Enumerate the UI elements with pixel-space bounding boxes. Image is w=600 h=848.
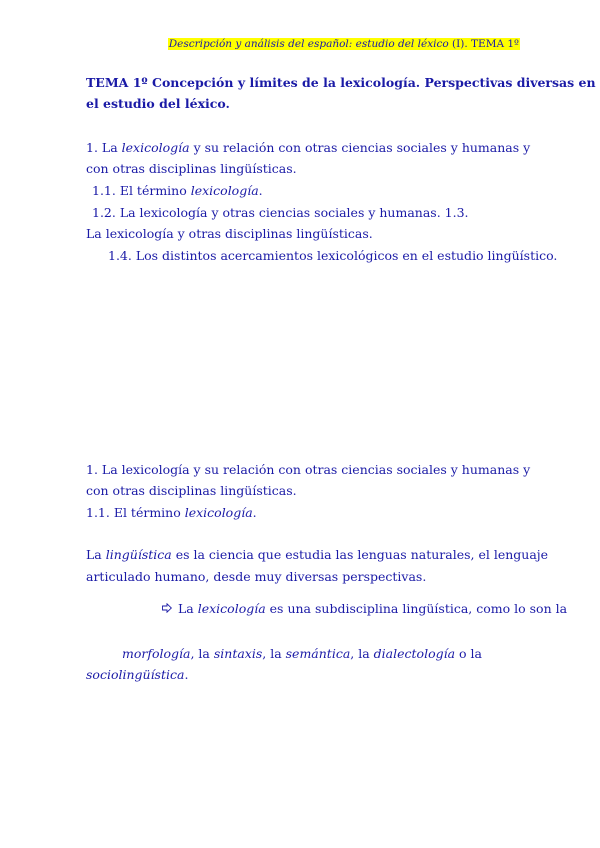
body-p1-term: lingüística (105, 547, 172, 562)
tema-title-line1: TEMA 1º Concepción y límites de la lexicología. Perspectivas diversas en (86, 75, 596, 90)
toc-section-1-2: 1.2. La lexicología y otras ciencias sociales y humanas. 1.3. (92, 205, 469, 220)
tema-title-line2: el estudio del léxico. (86, 96, 230, 111)
body-p1-rest: es la ciencia que estudia las lenguas naturales, el lenguaje (171, 547, 549, 562)
toc-s1-rest: y su relación con otras ciencias sociales y humanas y (189, 140, 531, 155)
body-p1-prefix: La (86, 547, 106, 562)
section-1-1-term: lexicología (184, 505, 253, 520)
toc-section-1-1 (92, 180, 263, 201)
sep-3: , la (350, 646, 374, 661)
toc-section-1-3: La lexicología y otras disciplinas lingüísticas. (86, 226, 373, 241)
toc-section-1 (86, 137, 530, 158)
section-1-heading-line1: 1. La lexicología y su relación con otras ciencias sociales y humanas y (86, 462, 531, 477)
toc-s11-prefix: 1.1. El término (92, 183, 191, 198)
bullet-term: lexicología (197, 601, 266, 616)
body-paragraph-line1 (86, 544, 548, 565)
toc-s11-suffix: . (258, 183, 263, 198)
section-1-1-suffix: . (252, 505, 257, 520)
bullet-prefix: La (178, 601, 198, 616)
toc-s1-term: lexicología (121, 140, 190, 155)
toc-s11-term: lexicología (190, 183, 259, 198)
section-1-1-heading (86, 502, 257, 523)
term-dialectologia: dialectología (373, 646, 456, 661)
section-1-heading-line2: con otras disciplinas lingüísticas. (86, 483, 297, 498)
term-sociolinguistica: sociolingüística (86, 667, 185, 682)
toc-section-1-4: 1.4. Los distintos acercamientos lexicológicos en el estudio lingüístico. (108, 248, 558, 263)
sep-2: , la (262, 646, 286, 661)
bullet-rest: es una subdisciplina lingüística, como lo son la (265, 601, 568, 616)
right-arrow-outline-icon (162, 603, 172, 613)
body-paragraph-line2: articulado humano, desde muy diversas perspectivas. (86, 569, 427, 584)
toc-s1-prefix: 1. La (86, 140, 122, 155)
header-suffix: (I). TEMA 1º (448, 38, 519, 50)
bullet-continuation-line2 (86, 664, 188, 685)
term-semantica: semántica (285, 646, 351, 661)
sep-1: , la (190, 646, 214, 661)
toc-section-1-line2: con otras disciplinas lingüísticas. (86, 161, 297, 176)
bullet-item (162, 598, 567, 619)
final-period: . (184, 667, 189, 682)
sep-4: o la (455, 646, 482, 661)
term-sintaxis: sintaxis (213, 646, 263, 661)
bullet-continuation-line1 (122, 643, 482, 664)
term-morfologia: morfología (122, 646, 191, 661)
section-1-1-prefix: 1.1. El término (86, 505, 185, 520)
header-title: Descripción y análisis del español: estudio del léxico (168, 38, 449, 50)
running-header (168, 38, 520, 50)
